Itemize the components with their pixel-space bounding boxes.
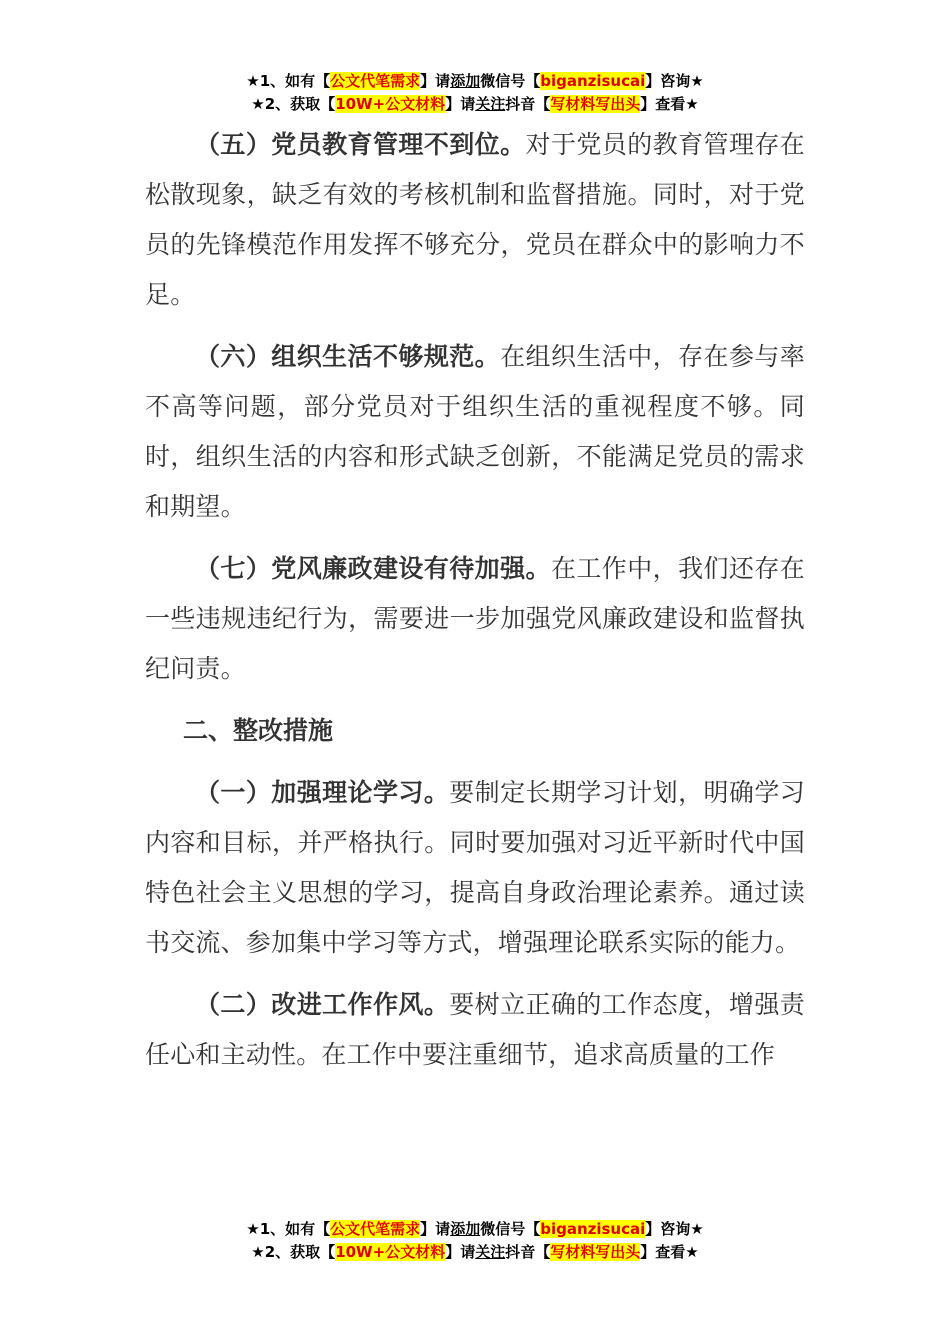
highlight-wechat-id: biganzisucai: [540, 72, 646, 90]
highlight-douyin: 写材料写出头: [550, 95, 641, 113]
paragraph-7-title: （七）党风廉政建设有待加强。: [195, 554, 551, 583]
paragraph-5-title: （五）党员教育管理不到位。: [195, 130, 526, 159]
measure-1: [145, 768, 805, 968]
highlight-materials: 10W+公文材料: [335, 95, 446, 113]
measure-2: [145, 980, 805, 1080]
banner-line-2: ★2、获取【10W+公文材料】请关注抖音【写材料写出头】查看★: [251, 95, 699, 113]
paragraph-7: [145, 544, 805, 694]
paragraph-6: [145, 332, 805, 532]
measure-1-title: （一）加强理论学习。: [195, 778, 450, 807]
measure-2-text: 要树立正确的工作态度，增强责任心和主动性。在工作中要注重细节，追求高质量的工作: [145, 990, 805, 1069]
paragraph-6-title: （六）组织生活不够规范。: [195, 342, 501, 371]
document-body: [145, 120, 805, 1092]
top-banner: [0, 70, 950, 116]
measure-1-text: 要制定长期学习计划，明确学习内容和目标，并严格执行。同时要加强对习近平新时代中国特色社会主义思想的学习，提高自身政治理论素养。通过读书交流、参加集中学习等方式，增强理论联系实际的能力。: [145, 778, 805, 957]
highlight-service: 公文代笔需求: [330, 72, 421, 90]
paragraph-5: [145, 120, 805, 320]
banner-line-1-bottom: ★1、如有【公文代笔需求】请添加微信号【biganzisucai】咨询★: [246, 1220, 704, 1238]
banner-line-2-bottom: ★2、获取【10W+公文材料】请关注抖音【写材料写出头】查看★: [251, 1243, 699, 1261]
measure-2-title: （二）改进工作作风。: [195, 990, 450, 1019]
section-heading: 二、整改措施: [183, 716, 334, 745]
paragraph-5-text: 对于党员的教育管理存在松散现象，缺乏有效的考核机制和监督措施。同时，对于党员的先锋模范作用发挥不够充分，党员在群众中的影响力不足。: [145, 130, 806, 309]
bottom-banner: [0, 1218, 950, 1264]
paragraph-6-text: 在组织生活中，存在参与率不高等问题，部分党员对于组织生活的重视程度不够。同时，组织生活的内容和形式缺乏创新，不能满足党员的需求和期望。: [145, 342, 805, 521]
banner-line-1: ★1、如有【公文代笔需求】请添加微信号【biganzisucai】咨询★: [246, 72, 704, 90]
paragraph-7-text: 在工作中，我们还存在一些违规违纪行为，需要进一步加强党风廉政建设和监督执纪问责。: [145, 554, 805, 683]
